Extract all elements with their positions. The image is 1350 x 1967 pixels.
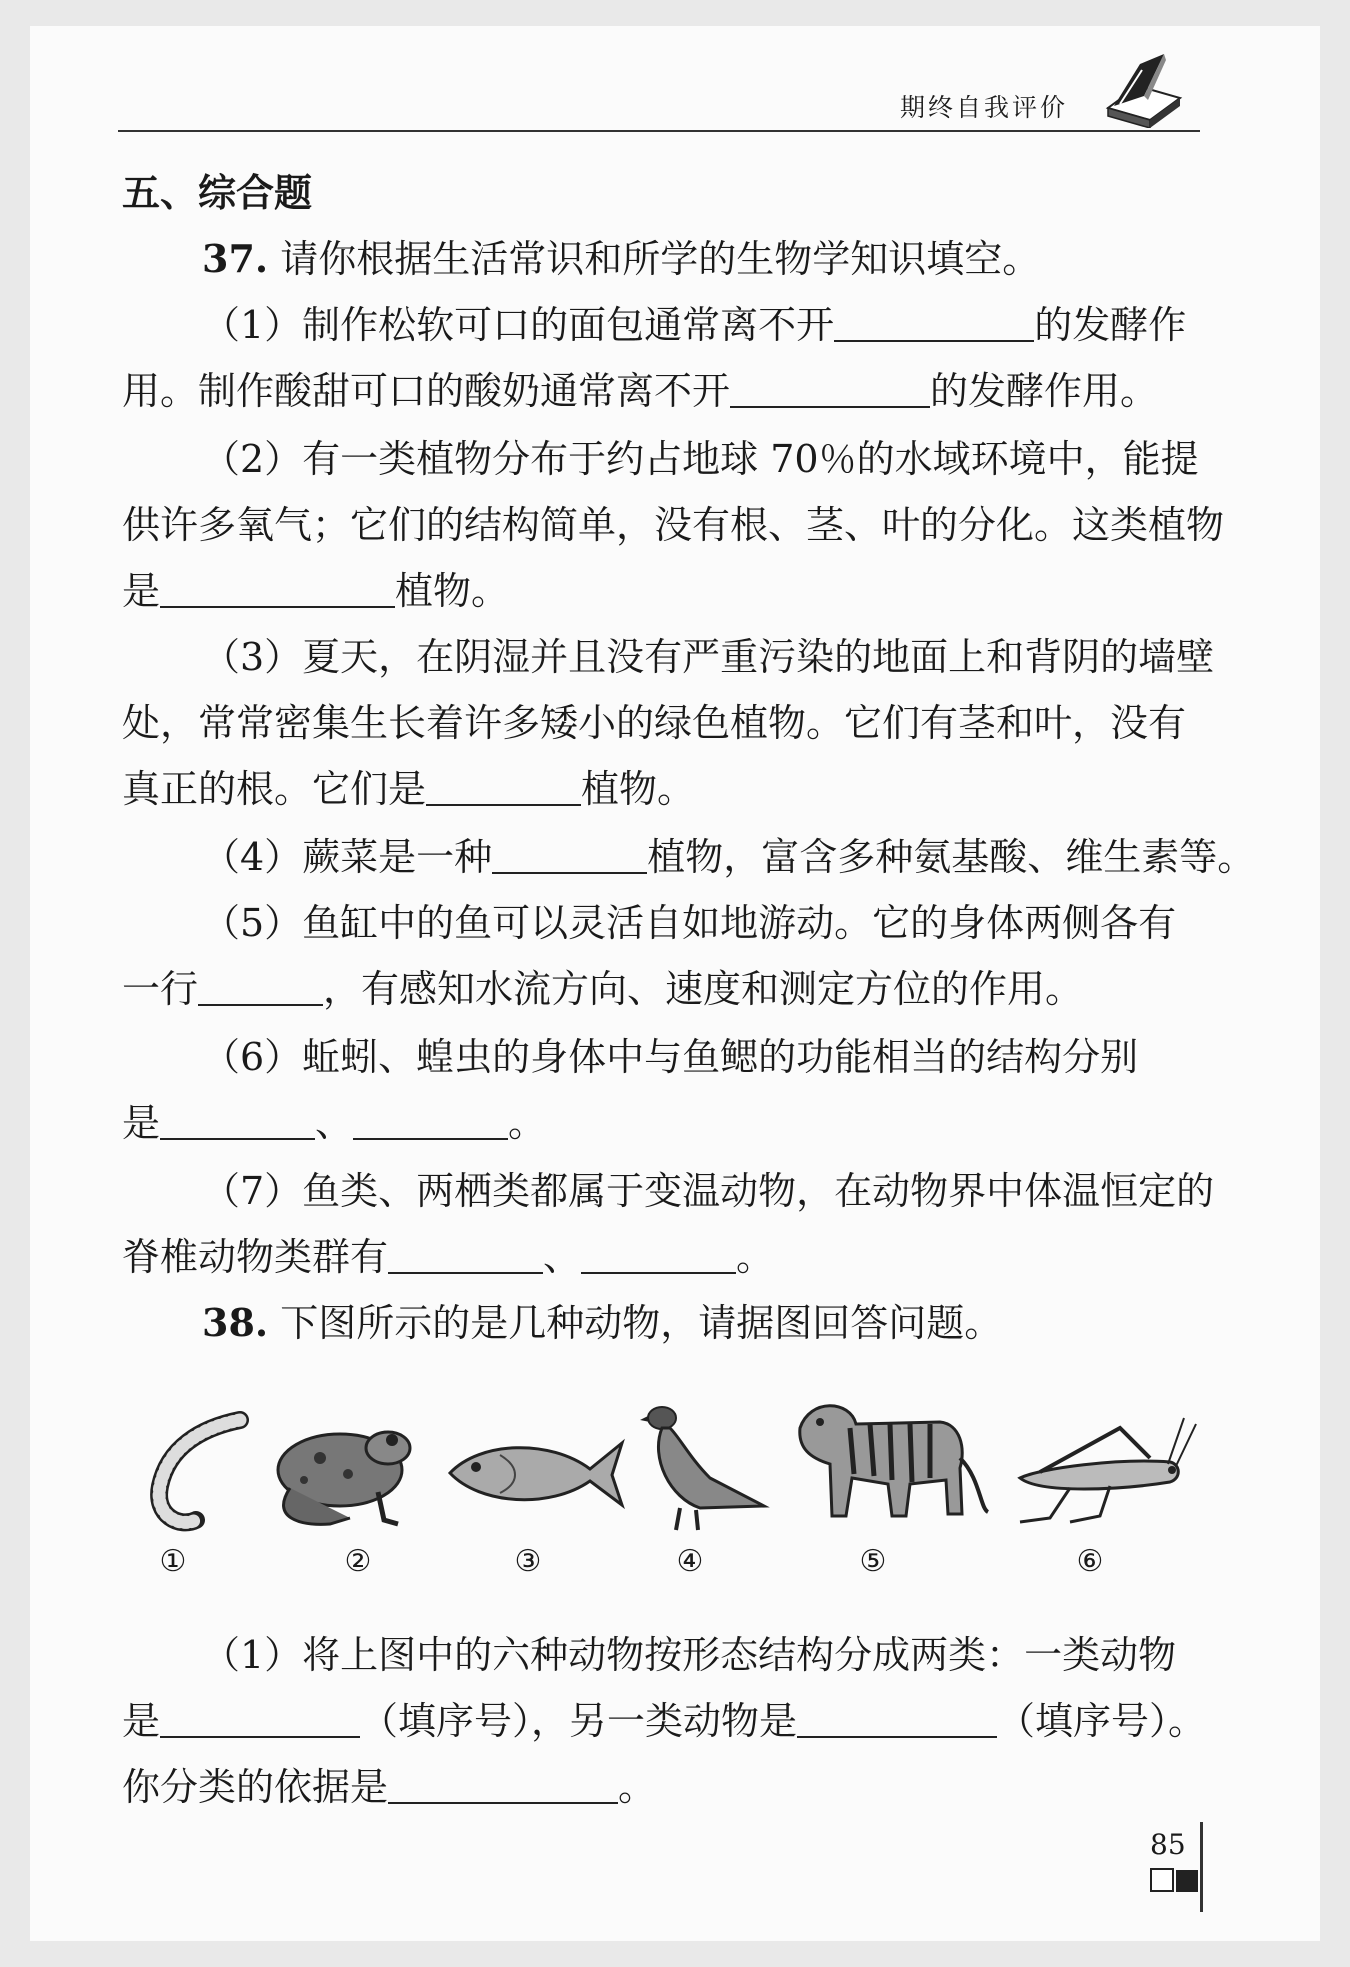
book-icon bbox=[1100, 46, 1184, 128]
q37-p6-line2 bbox=[122, 1098, 1207, 1148]
section-title: 五、综合题 bbox=[122, 171, 313, 215]
answer-blank[interactable] bbox=[198, 966, 323, 1006]
q38-p1-text-e: 你分类的依据是 bbox=[122, 1765, 389, 1809]
tiger-icon bbox=[790, 1388, 990, 1538]
q37-p7-line1: （7）鱼类、两栖类都属于变温动物，在动物界中体温恒定的 bbox=[202, 1169, 1215, 1213]
q37-p7-text-d: 。 bbox=[736, 1235, 775, 1279]
q38-p1-line3 bbox=[122, 1762, 1207, 1812]
answer-blank[interactable] bbox=[388, 1234, 543, 1274]
answer-blank[interactable] bbox=[834, 302, 1034, 342]
q38-stem bbox=[202, 1298, 1207, 1348]
q37-p4 bbox=[202, 832, 1256, 882]
q37-stem bbox=[202, 234, 1207, 284]
header-title: 期终自我评价 bbox=[899, 93, 1068, 122]
page-header bbox=[118, 78, 1200, 132]
q37-p2-text-c: 是 bbox=[122, 569, 161, 613]
q37-p6-line1: （6）蚯蚓、蝗虫的身体中与鱼鳃的功能相当的结构分别 bbox=[202, 1035, 1139, 1079]
figure-label-1: ① bbox=[159, 1544, 187, 1579]
answer-blank[interactable] bbox=[581, 1234, 736, 1274]
q37-p1-text-c: 用。制作酸甜可口的酸奶通常离不开 bbox=[122, 369, 731, 413]
fish-icon bbox=[440, 1433, 630, 1513]
figure-label-4: ④ bbox=[676, 1544, 704, 1579]
answer-blank[interactable] bbox=[160, 1698, 360, 1738]
q37-p2-line3 bbox=[122, 566, 1207, 616]
answer-blank[interactable] bbox=[797, 1698, 997, 1738]
figure-label-3: ③ bbox=[514, 1544, 542, 1579]
q37-p7-text-b: 脊椎动物类群有 bbox=[122, 1235, 389, 1279]
square-outline-icon bbox=[1150, 1868, 1174, 1892]
earthworm-icon bbox=[140, 1408, 250, 1538]
page-marker-squares bbox=[1150, 1868, 1198, 1896]
answer-blank[interactable] bbox=[492, 834, 647, 874]
q37-p5-line2 bbox=[122, 964, 1207, 1014]
q37-p7-line2 bbox=[122, 1232, 1207, 1282]
q37-p3-line2: 处，常常密集生长着许多矮小的绿色植物。它们有茎和叶，没有 bbox=[122, 701, 1187, 745]
q37-p3-text-c: 真正的根。它们是 bbox=[122, 767, 427, 811]
q37-p6-text-b: 是 bbox=[122, 1101, 161, 1145]
figure-label-2: ② bbox=[344, 1544, 372, 1579]
square-filled-icon bbox=[1176, 1870, 1198, 1892]
page-number: 85 bbox=[1150, 1828, 1186, 1861]
q37-p2-line2: 供许多氧气；它们的结构简单，没有根、茎、叶的分化。这类植物 bbox=[122, 503, 1225, 547]
answer-blank[interactable] bbox=[160, 1100, 315, 1140]
q37-p3-line3 bbox=[122, 764, 1207, 814]
answer-blank[interactable] bbox=[160, 568, 395, 608]
answer-blank[interactable] bbox=[388, 1764, 618, 1804]
q37-p3-text-d: 植物。 bbox=[581, 767, 696, 811]
q38-p1-text-f: 。 bbox=[618, 1765, 657, 1809]
q37-p5-text-c: ，有感知水流方向、速度和测定方位的作用。 bbox=[323, 967, 1084, 1011]
answer-blank[interactable] bbox=[353, 1100, 508, 1140]
q38-p1-text-c: （填序号），另一类动物是 bbox=[360, 1699, 798, 1743]
q37-p5-line1: （5）鱼缸中的鱼可以灵活自如地游动。它的身体两侧各有 bbox=[202, 901, 1177, 945]
answer-blank[interactable] bbox=[730, 368, 930, 408]
q37-number: 37. bbox=[202, 236, 269, 281]
q38-number: 38. bbox=[202, 1300, 269, 1345]
q37-p1-text-d: 的发酵作用。 bbox=[930, 369, 1159, 413]
q37-p2-line1: （2）有一类植物分布于约占地球 70％的水域环境中，能提 bbox=[202, 437, 1199, 481]
figure-label-5: ⑤ bbox=[859, 1544, 887, 1579]
q37-p2-text-d: 植物。 bbox=[395, 569, 510, 613]
q37-stem-text: 请你根据生活常识和所学的生物学知识填空。 bbox=[280, 237, 1041, 281]
q37-p1-text-a: （1）制作松软可口的面包通常离不开 bbox=[202, 303, 835, 347]
q37-p4-text-a: （4）蕨菜是一种 bbox=[202, 835, 493, 879]
answer-blank[interactable] bbox=[426, 766, 581, 806]
q38-p1-text-b: 是 bbox=[122, 1699, 161, 1743]
q37-p4-text-b: 植物，富含多种氨基酸、维生素等。 bbox=[647, 835, 1256, 879]
grasshopper-icon bbox=[1000, 1398, 1200, 1548]
pigeon-icon bbox=[640, 1398, 770, 1548]
figure-label-6: ⑥ bbox=[1076, 1544, 1104, 1579]
q38-p1-line1: （1）将上图中的六种动物按形态结构分成两类：一类动物 bbox=[202, 1633, 1177, 1677]
q37-p7-text-c: 、 bbox=[543, 1235, 582, 1279]
q37-p1-line1 bbox=[202, 300, 1207, 350]
q37-p1-line2 bbox=[122, 366, 1207, 416]
q37-p6-text-c: 、 bbox=[315, 1101, 354, 1145]
q38-stem-text: 下图所示的是几种动物，请据图回答问题。 bbox=[280, 1301, 1003, 1345]
q38-p1-line2 bbox=[122, 1696, 1207, 1746]
q37-p3-line1: （3）夏天，在阴湿并且没有严重污染的地面上和背阴的墙壁 bbox=[202, 635, 1215, 679]
q38-p1-text-d: （填序号）。 bbox=[997, 1699, 1207, 1743]
q37-p6-text-d: 。 bbox=[508, 1101, 547, 1145]
frog-icon bbox=[260, 1408, 420, 1538]
q37-p5-text-b: 一行 bbox=[122, 967, 199, 1011]
q37-p1-text-b: 的发酵作 bbox=[1034, 303, 1187, 347]
footer-divider bbox=[1200, 1822, 1203, 1912]
